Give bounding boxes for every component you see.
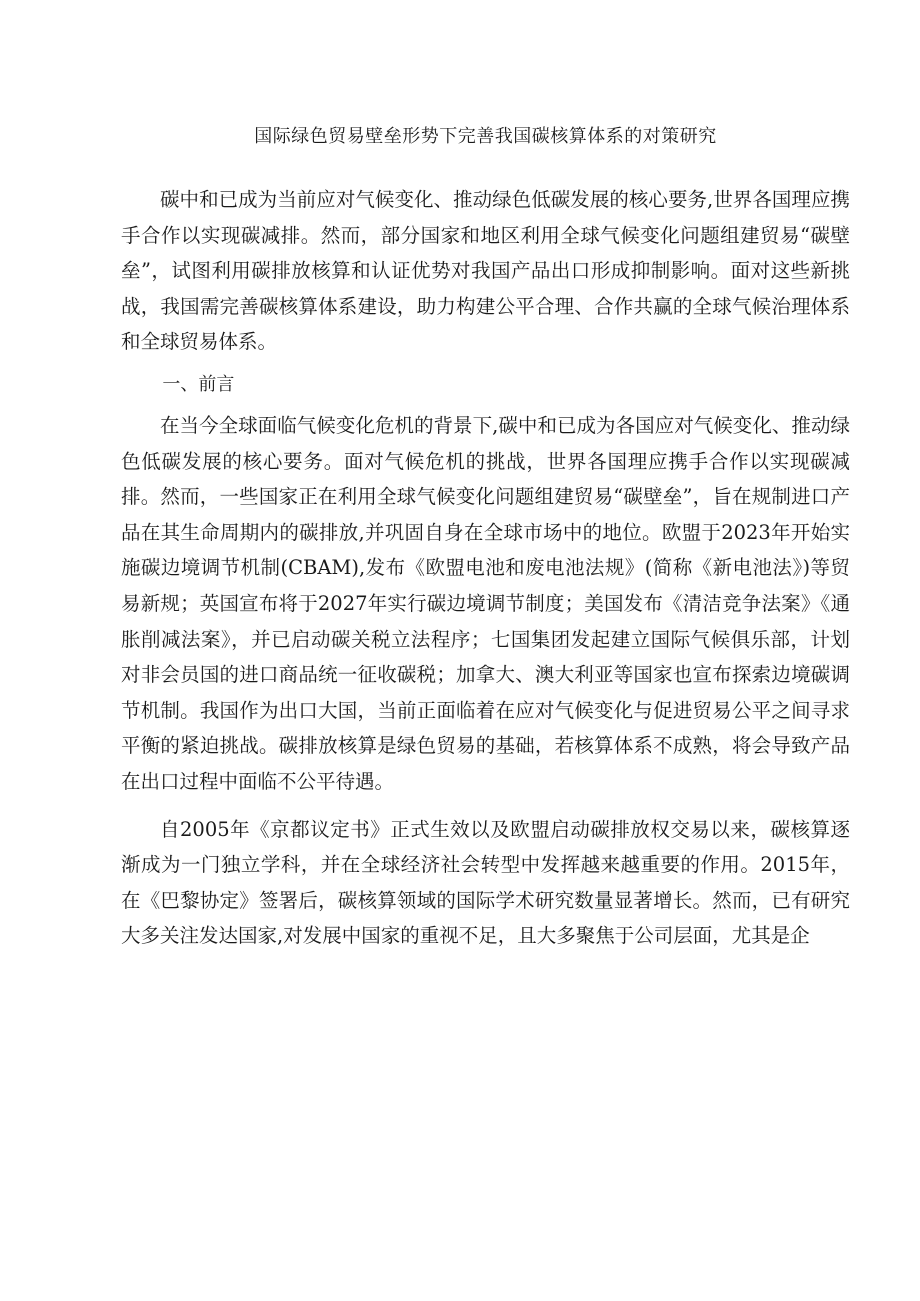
section-heading: 一、前言 (162, 373, 235, 395)
body-paragraph-2: 自2005年《京都议定书》正式生效以及欧盟启动碳排放权交易以来，碳核算逐渐成为一门独立学科，并在全球经济社会转型中发挥越来越重要的作用。2015年，在《巴黎协定》签署后，碳核算领域的国际学术研究数量显著增长。然而，已有研究大多关注发达国家,对发展中国家的重视不足，且大多聚焦于公司层面，尤其是企 (121, 817, 850, 948)
document-title: 国际绿色贸易壁垒形势下完善我国碳核算体系的对策研究 (254, 126, 717, 147)
abstract-paragraph: 碳中和已成为当前应对气候变化、推动绿色低碳发展的核心要务,世界各国理应携手合作以实现碳减排。然而，部分国家和地区利用全球气候变化问题组建贸易“碳壁垒”，试图利用碳排放核算和认证优势对我国产品出口形成抑制影响。面对这些新挑战，我国需完善碳核算体系建设，助力构建公平合理、合作共赢的全球气候治理体系和全球贸易体系。 (121, 188, 850, 354)
body-paragraph-1: 在当今全球面临气候变化危机的背景下,碳中和已成为各国应对气候变化、推动绿色低碳发展的核心要务。面对气候危机的挑战，世界各国理应携手合作以实现碳减排。然而，一些国家正在利用全球气候变化问题组建贸易“碳壁垒”，旨在规制进口产品在其生命周期内的碳排放,并巩固自身在全球市场中的地位。欧盟于2023年开始实施碳边境调节机制(CBAM),发布《欧盟电池和废电池法规》(简称《新电池法》)等贸易新规；英国宣布将于2027年实行碳边境调节制度；美国发布《清洁竞争法案》《通胀削减法案》，并已启动碳关税立法程序；七国集团发起建立国际气候俱乐部，计划对非会员国的进口商品统一征收碳税；加拿大、澳大利亚等国家也宣布探索边境碳调节机制。我国作为出口大国，当前正面临着在应对气候变化与促进贸易公平之间寻求平衡的紧迫挑战。碳排放核算是绿色贸易的基础，若核算体系不成熟，将会导致产品在出口过程中面临不公平待遇。 (121, 413, 850, 793)
